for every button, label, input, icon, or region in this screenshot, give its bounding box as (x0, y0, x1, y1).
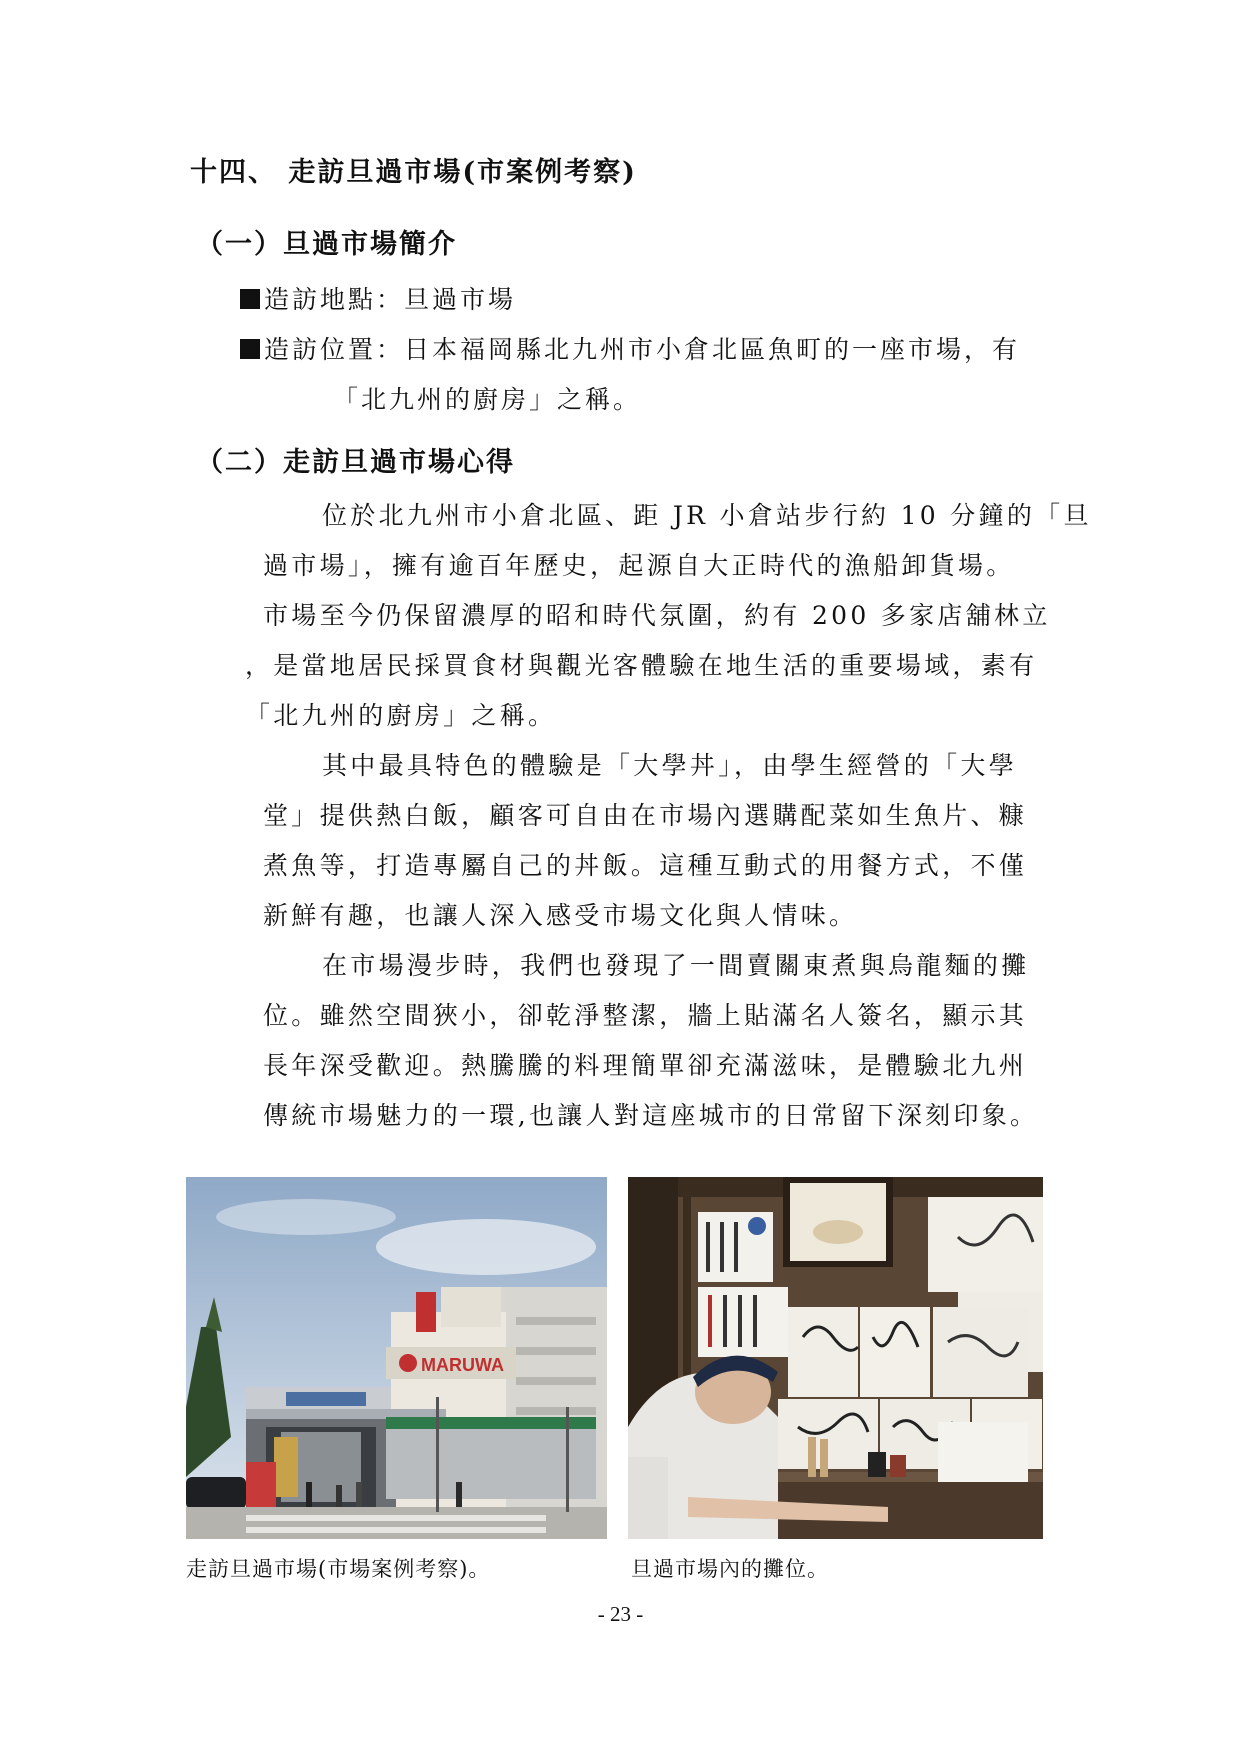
subsection-heading-intro: （一）旦過市場簡介 (196, 229, 457, 260)
photo-caption-stall: 旦過市場內的攤位。 (631, 1557, 829, 1581)
photo-caption-exterior: 走訪旦過市場(市場案例考察)。 (186, 1557, 491, 1581)
body-line: 長年深受歡迎。熱騰騰的料理簡單卻充滿滋味，是體驗北九州 (263, 1051, 1028, 1080)
market-stall-photo (628, 1177, 1043, 1539)
bullet-visit-location (240, 330, 1020, 366)
bullet-text: 造訪位置：日本福岡縣北九州市小倉北區魚町的一座市場，有 (264, 335, 1021, 364)
page-number: - 23 - (597, 1602, 644, 1626)
body-line: 市場至今仍保留濃厚的昭和時代氛圍，約有 200 多家店舖林立 (263, 601, 1051, 630)
section-title: 十四、 走訪旦過市場(市案例考察) (190, 157, 637, 188)
square-bullet-icon (240, 289, 260, 309)
body-line: 傳統市場魅力的一環,也讓人對這座城市的日常留下深刻印象。 (263, 1101, 1039, 1130)
body-line: ，是當地居民採買食材與觀光客體驗在地生活的重要場域，素有 (245, 651, 1038, 680)
subsection-heading-reflection: （二）走訪旦過市場心得 (196, 447, 515, 478)
bullet-visit-location-cont: 「北九州的廚房」之稱。 (333, 385, 642, 414)
bullet-visit-place (240, 280, 516, 316)
body-line: 在市場漫步時，我們也發現了一間賣關東煮與烏龍麵的攤 (322, 951, 1030, 980)
market-exterior-illustration (186, 1177, 607, 1539)
market-exterior-photo (186, 1177, 607, 1539)
bullet-text: 造訪地點：旦過市場 (264, 285, 517, 314)
body-line: 煮魚等，打造專屬自己的丼飯。這種互動式的用餐方式，不僅 (263, 851, 1028, 880)
body-line: 其中最具特色的體驗是「大學丼」，由學生經營的「大學 (322, 751, 1018, 780)
square-bullet-icon (240, 339, 260, 359)
body-line: 位於北九州市小倉北區、距 JR 小倉站步行約 10 分鐘的「旦 (322, 501, 1092, 530)
body-line: 堂」提供熱白飯，顧客可自由在市場內選購配菜如生魚片、糠 (263, 801, 1028, 830)
body-line: 位。雖然空間狹小，卻乾淨整潔，牆上貼滿名人簽名，顯示其 (263, 1001, 1028, 1030)
body-line: 過市場」，擁有逾百年歷史，起源自大正時代的漁船卸貨場。 (263, 551, 1015, 580)
body-line: 「北九州的廚房」之稱。 (245, 701, 557, 730)
body-line: 新鮮有趣，也讓人深入感受市場文化與人情味。 (263, 901, 858, 930)
maruwa-sign: MARUWA (421, 1355, 504, 1375)
market-stall-illustration (628, 1177, 1043, 1539)
